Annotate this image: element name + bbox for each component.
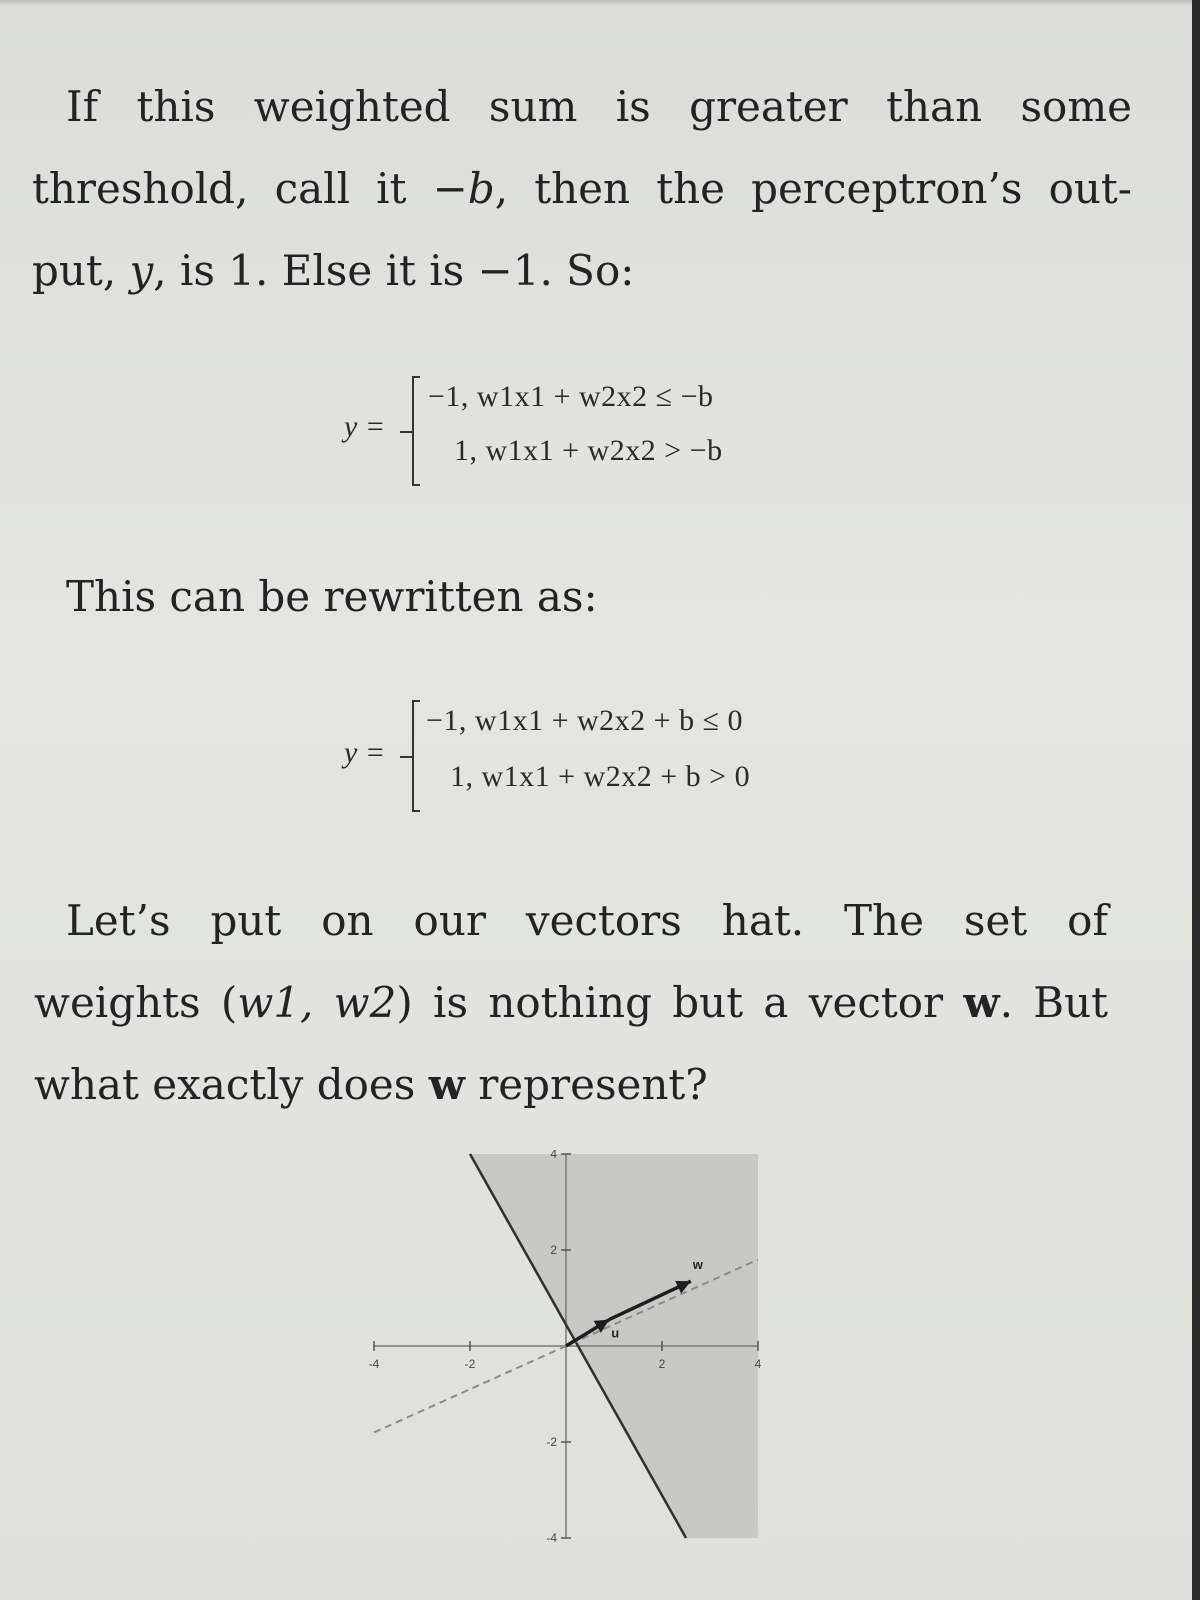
y-tick-label: 2 (550, 1243, 557, 1257)
paragraph-line (32, 148, 1132, 230)
page-top-edge (0, 0, 1200, 6)
equation-piecewise-1 (340, 376, 800, 496)
vector-u-label: u (611, 1325, 620, 1341)
y-tick-label: 4 (550, 1150, 557, 1161)
text-span: , then the perceptron’s out- (494, 164, 1132, 213)
text-span: , is 1. Else it is −1. So: (153, 246, 635, 295)
paragraph-line (34, 1044, 1108, 1126)
text-span: ) is nothing but a vector (396, 978, 964, 1027)
equation-row: −1, w1x1 + w2x2 ≤ −b (428, 380, 714, 413)
device-bezel (1192, 0, 1200, 1600)
equation-row: −1, w1x1 + w2x2 + b ≤ 0 (426, 704, 744, 737)
text-span: represent? (464, 1060, 708, 1109)
paragraph-line: Let’s put on our vectors hat. The set of (66, 896, 1108, 945)
equation-lhs: y = (344, 736, 386, 769)
text-span: threshold, call it − (32, 164, 468, 213)
x-tick-label: 4 (754, 1357, 762, 1371)
math-vector-w: w (428, 1060, 465, 1109)
math-weights: w1, w2 (237, 978, 397, 1027)
perceptron-plot (350, 1150, 770, 1580)
equation-piecewise-2 (340, 700, 800, 820)
equation-lhs: y = (344, 410, 386, 443)
paragraph-line (32, 230, 1132, 312)
text-span: what exactly does (34, 1060, 429, 1109)
math-var-b: b (467, 164, 495, 213)
math-vector-w: w (963, 978, 1000, 1027)
paragraph-line (34, 962, 1108, 1044)
paragraph-threshold (32, 66, 1132, 312)
paragraph-line: If this weighted sum is greater than some (66, 82, 1132, 131)
paragraph-line: This can be rewritten as: (66, 572, 598, 621)
x-tick-label: -4 (368, 1357, 380, 1371)
equation-row: 1, w1x1 + w2x2 + b > 0 (450, 760, 751, 793)
text-span: put, (32, 246, 130, 295)
text-span: . But (999, 978, 1109, 1027)
y-tick-label: -4 (546, 1531, 557, 1545)
x-tick-label: -2 (464, 1357, 476, 1371)
paragraph-rewritten (66, 556, 1066, 638)
text-span: weights ( (34, 978, 238, 1027)
equation-row: 1, w1x1 + w2x2 > −b (454, 434, 723, 467)
y-tick-label: -2 (546, 1435, 557, 1449)
x-tick-label: 2 (658, 1357, 666, 1371)
math-var-y: y (129, 246, 154, 295)
brace (412, 376, 428, 486)
paragraph-vectors (34, 880, 1108, 1126)
vector-w-label: w (692, 1257, 703, 1273)
